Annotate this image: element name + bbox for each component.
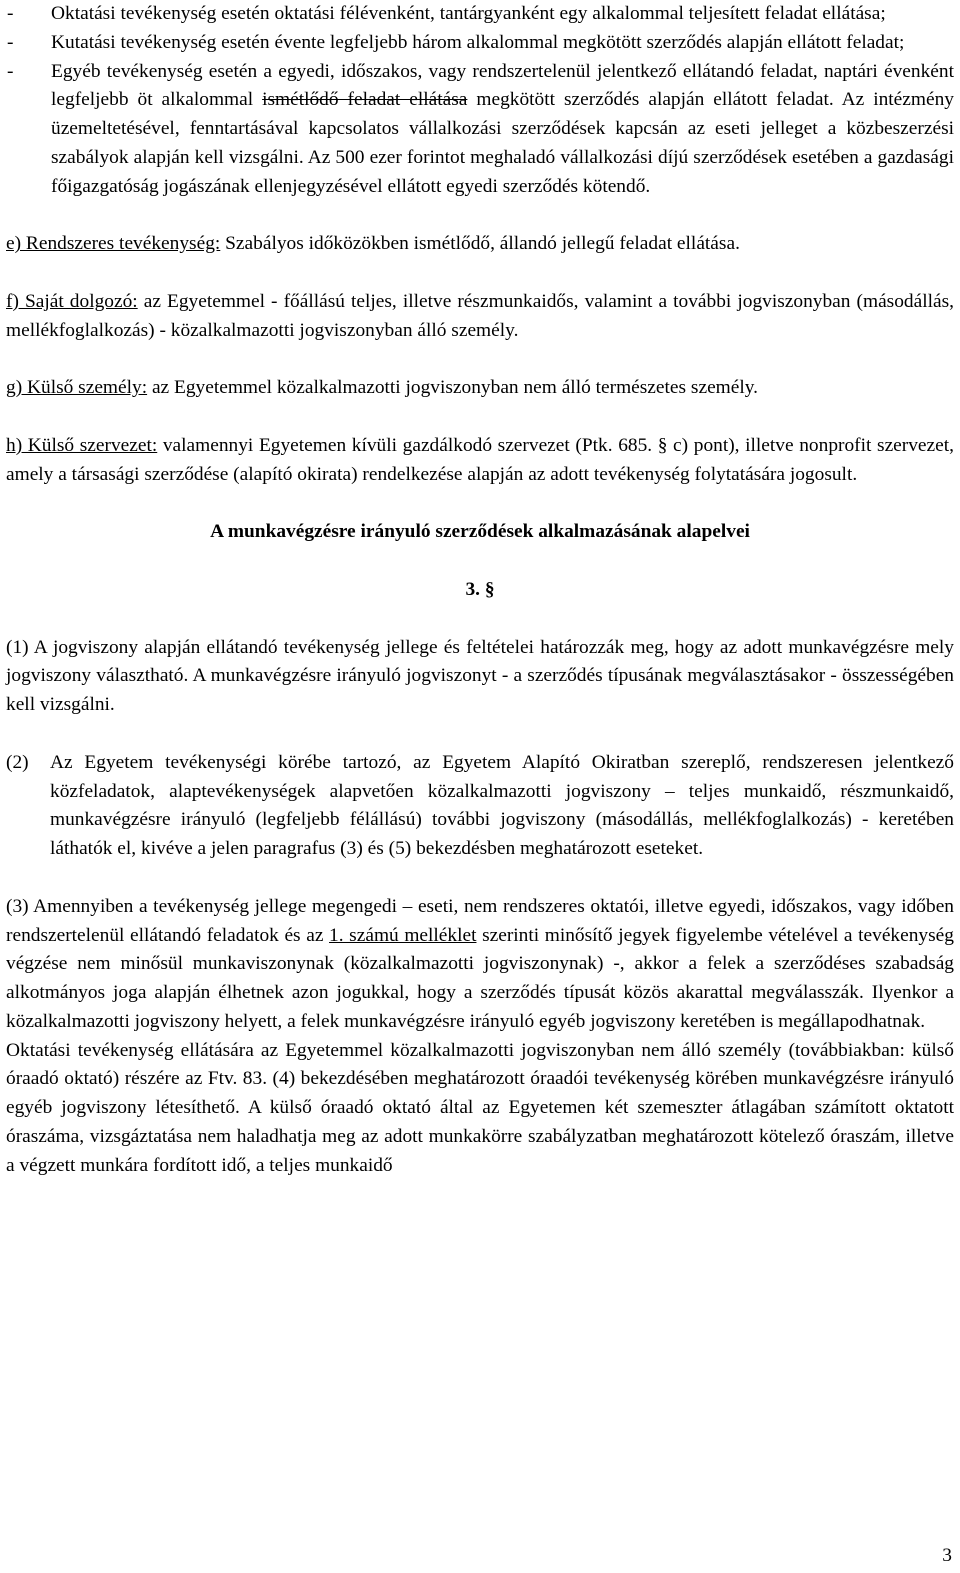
list-item-text-before: Egyéb tevékenység esetén a egyedi, időszakos, vagy rendszertelenül jelentkező ellátandó feladat, naptári évenként legfeljebb öt alkalommal [51,60,954,111]
definition-term: f) Saját dolgozó: [6,290,138,312]
definition-text: Szabályos időközökben ismétlődő, állandó jellegű feladat ellátása. [220,233,740,255]
definition-term: e) Rendszeres tevékenység: [6,233,221,255]
definition-term: h) Külső szervezet: [6,434,158,456]
document-page [6,0,954,1181]
list-item-text [51,58,954,202]
paragraph-text: Az Egyetem tevékenységi körébe tartozó, az Egyetem Alapító Okiratban szereplő, rendszeresen jelentkező közfeladatok, alaptevékenységek alapvetően közalkalmazotti jogviszony – teljes munkaidő, részmunkaidő, munkavégzésre irányuló (legfeljebb félállású) további jogviszony (másodállás, mellékfoglalkozás) - keretében láthatók el, kivéve a jelen paragrafus (3) és (5) bekezdésben meghatározott eseteket. [50,751,954,860]
list-item-text: Oktatási tevékenység esetén oktatási félévenként, tantárgyanként egy alkalommal teljesített feladat ellátása; [51,3,886,24]
paragraph-2 [6,749,954,864]
definition-g [6,374,954,403]
paragraph-4: Oktatási tevékenység ellátására az Egyetemmel közalkalmazotti jogviszonyban nem álló személy (továbbiakban: külső óraadó oktató) részére az Ftv. 83. (4) bekezdésében meghatározott óraadói tevékenység körében munkavégzésre irányuló egyéb jogviszony létesíthető. A külső óraadó oktató által az Egyetemen két szemeszter átlagában számított oktatott óraszáma, vizsgáztatása nem haladhatja meg az adott munkakörre szabályzatban meghatározott kötelező óraszám, illetve a végzett munkára fordított idő, a teljes munkaidő [6,1039,954,1176]
paragraph-number: (2) [6,751,29,773]
section-title: A munkavégzésre irányuló szerződések alkalmazásának alapelvei [210,521,750,543]
struck-text: ismétlődő feladat ellátása [262,89,468,111]
paragraph-1: (1) A jogviszony alapján ellátandó tevékenység jellege és feltételei határozzák meg, hogy az adott munkavégzésre mely jogviszony választható. A munkavégzésre irányuló jogviszonyt - a szerződés típusának megválasztásakor - összességében kell vizsgálni. [6,636,954,716]
list-item [6,0,954,29]
list-item-text-after: megkötött szerződés alapján ellátott feladat. [467,89,834,111]
definition-h [6,432,954,490]
definition-text: az Egyetemmel - főállású teljes, illetve részmunkaidős, valamint a további jogviszonyban (másodállás, mellékfoglalkozás) - közalkalmazotti jogviszonyban álló személy. [6,290,954,341]
definition-text: az Egyetemmel közalkalmazotti jogviszonyban nem álló természetes személy. [147,377,759,399]
list-item [6,58,954,202]
definition-term: g) Külső személy: [6,377,148,399]
paragraph-3 [6,893,954,1037]
page-number: 3 [942,1545,952,1566]
definition-e [6,230,954,259]
list-item [6,29,954,58]
section-number: 3. § [465,578,495,600]
list-dash: - [7,3,14,24]
paragraph-text-after: szerinti minősítő jegyek figyelembe vételével a tevékenység végzése nem minősül munkaviszonynak (közalkalmazotti jogviszonynak) -, akkor a felek a szerződéses szabadság alkotmányos joga alapján élhetnek azon jogukkal, hogy a szerződés típusát közös akarattal megválasszák. Ilyenkor a közalkalmazotti jogviszony helyett, a felek munkavégzésre irányuló egyéb jogviszony keretében is megállapodhatnak. [6,924,954,1032]
list-dash: - [7,31,14,53]
contract-paragraph: Az intézmény üzemeltetésével, fenntartásával kapcsolatos vállalkozási szerződések kapcsán az eseti jelleget a közbeszerzési szabályok alapján kell vizsgálni. Az 500 ezer forintot meghaladó vállalkozási díjú szerződések esetében a gazdasági főigazgatóság jogászának ellenjegyzésével ellátott egyedi szerződés kötendő. [51,89,954,197]
list-dash: - [7,60,14,82]
paragraph-text-before: (3) Amennyiben a tevékenység jellege megengedi – eseti, nem rendszeres oktatói, illetve egyedi, időszakos, vagy időben rendszertelenül ellátandó feladatok és az [6,895,954,946]
definition-f [6,288,954,346]
annex-link[interactable]: 1. számú melléklet [329,924,477,946]
definition-text: valamennyi Egyetemen kívüli gazdálkodó szervezet (Ptk. 685. § c) pont), illetve nonprofit szervezet, amely a társasági szerződése (alapító okirata) rendelkezése alapján az adott tevékenység folytatására jogosult. [6,434,954,485]
list-item-text: Kutatási tevékenység esetén évente legfeljebb három alkalommal megkötött szerződés alapján ellátott feladat; [51,31,905,53]
